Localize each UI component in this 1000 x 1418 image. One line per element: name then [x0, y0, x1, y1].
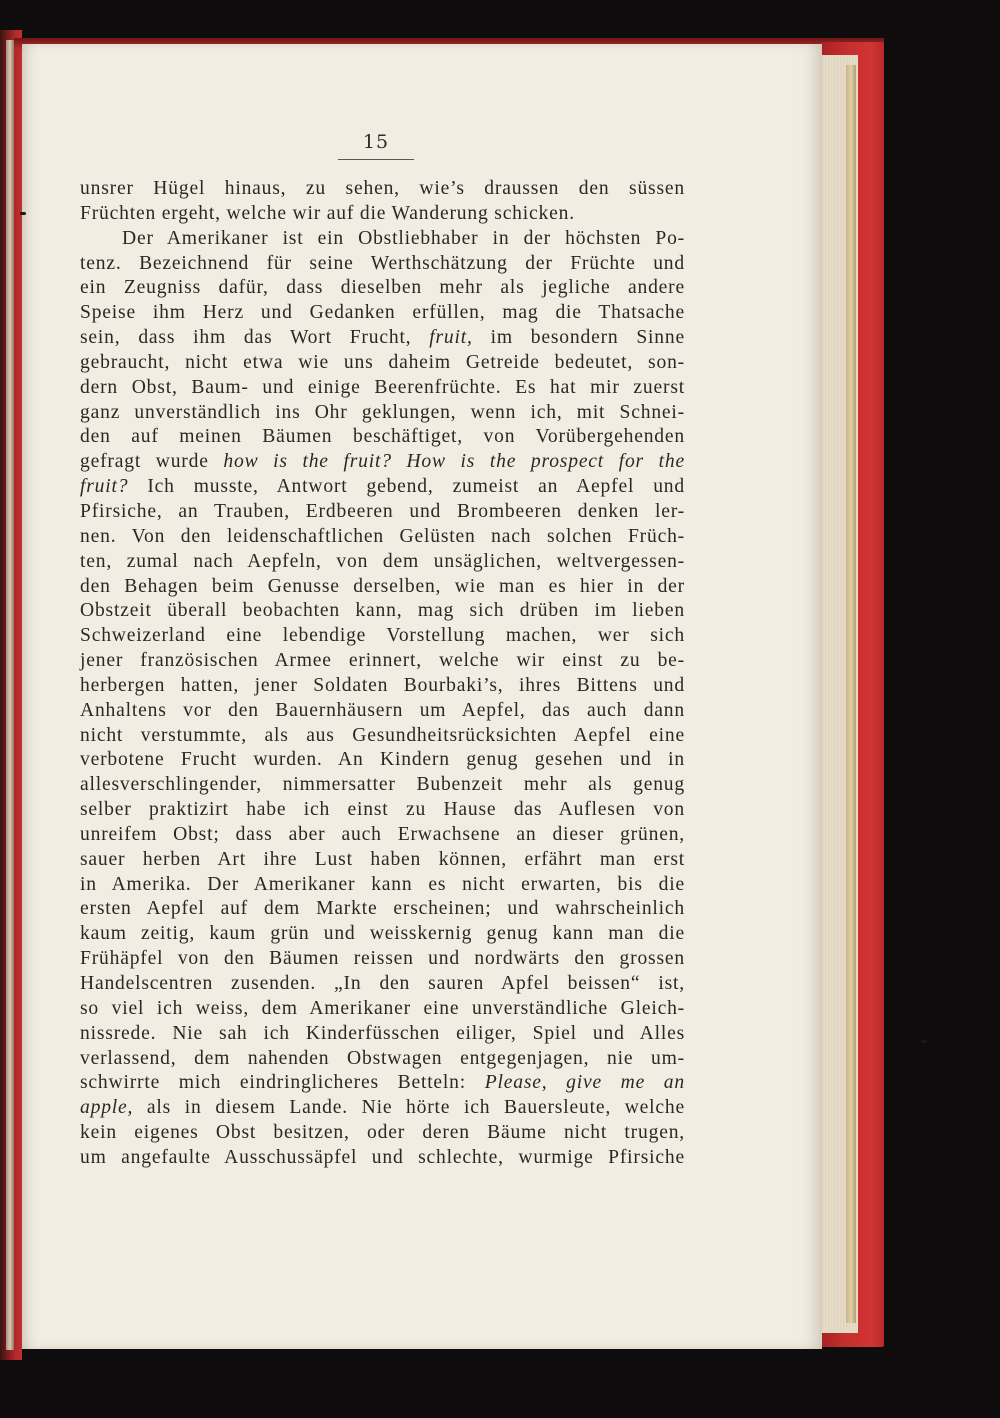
text-run: gebraucht, nicht etwa wie uns daheim Getreide bedeutet, son- — [80, 351, 685, 373]
text-line — [80, 550, 685, 575]
text-line — [80, 997, 685, 1022]
margin-mark — [921, 1040, 927, 1043]
text-line — [80, 376, 685, 401]
text-line — [80, 724, 685, 749]
page-number: 15 — [362, 131, 390, 153]
text-run: ten, zumal nach Aepfeln, von dem unsäglichen, weltvergessen- — [80, 550, 685, 572]
text-line — [80, 475, 685, 500]
text-line — [80, 326, 685, 351]
page-number-rule — [338, 159, 414, 160]
text-line — [80, 972, 685, 997]
text-run: ein Zeugniss dafür, dass dieselben mehr als jegliche andere — [80, 277, 685, 299]
text-line — [80, 599, 685, 624]
text-run: selber praktizirt habe ich einst zu Hause das Auflesen von — [80, 799, 685, 821]
text-line — [80, 1047, 685, 1072]
text-line — [80, 624, 685, 649]
italic-text: Please, give me an — [484, 1072, 686, 1094]
italic-text: how is the fruit? How is the prospect for the — [223, 451, 685, 473]
text-run: kein eigenes Obst besitzen, oder deren Bäume nicht trugen, — [80, 1122, 685, 1144]
text-run: um angefaulte Ausschussäpfel und schlechte, wurmige Pfirsiche — [80, 1146, 685, 1168]
text-run: gefragt wurde — [80, 451, 224, 473]
text-line — [80, 649, 685, 674]
text-run: kaum zeitig, kaum grün und weisskernig genug kann man die — [80, 923, 685, 945]
text-line — [80, 252, 685, 277]
text-run: nicht verstummte, als aus Gesundheitsrücksichten Aepfel eine — [80, 724, 685, 746]
text-line — [80, 1071, 685, 1096]
italic-text: fruit? — [80, 476, 129, 498]
text-run: den auf meinen Bäumen beschäftiget, von Vorübergehenden — [80, 426, 685, 448]
text-run: verbotene Frucht wurden. An Kindern genug gesehen und in — [80, 749, 685, 771]
page-block-gilt-edge — [846, 65, 856, 1323]
italic-text: fruit, — [429, 327, 473, 349]
text-run: den Behagen beim Genusse derselben, wie man es hier in der — [80, 575, 685, 597]
text-line — [80, 947, 685, 972]
text-run: allesverschlingender, nimmersatter Bubenzeit mehr als genug — [80, 774, 685, 796]
text-line — [80, 798, 685, 823]
text-run: Der Amerikaner ist ein Obstliebhaber in der höchsten Po- — [122, 227, 685, 249]
text-line — [80, 773, 685, 798]
text-line — [80, 301, 685, 326]
text-line — [80, 848, 685, 873]
body-text — [80, 177, 685, 1171]
text-run: nen. Von den leidenschaftlichen Gelüsten nach solchen Früch- — [80, 525, 685, 547]
text-run: sein, dass ihm das Wort Frucht, — [80, 327, 430, 349]
text-run: Handelscentren zusenden. „In den sauren Apfel beissen“ ist, — [80, 973, 685, 994]
text-run: dern Obst, Baum- und einige Beerenfrüchte. Es hat mir zuerst — [80, 376, 685, 398]
text-run: in Amerika. Der Amerikaner kann es nicht erwarten, bis die — [80, 873, 685, 895]
text-line — [80, 227, 685, 252]
text-line — [80, 1022, 685, 1047]
text-line — [80, 922, 685, 947]
text-line — [80, 897, 685, 922]
text-line — [80, 873, 685, 898]
margin-mark — [20, 212, 26, 215]
text-line — [80, 823, 685, 848]
text-run: Ich musste, Antwort gebend, zumeist an Aepfel und — [128, 476, 685, 498]
text-line — [80, 202, 685, 227]
text-line — [80, 748, 685, 773]
text-run: Früchten ergeht, welche wir auf die Wanderung schicken. — [80, 202, 575, 224]
text-run: tenz. Bezeichnend für seine Werthschätzung der Früchte und — [80, 252, 685, 274]
italic-text: apple, — [80, 1097, 134, 1119]
text-run: schwirrte mich eindringlicheres Betteln: — [80, 1072, 485, 1094]
text-line — [80, 1146, 685, 1171]
text-run: so viel ich weiss, dem Amerikaner eine unverständliche Gleich- — [80, 997, 685, 1019]
text-run: Obstzeit überall beobachten kann, mag sich drüben im lieben — [80, 600, 685, 622]
text-line — [80, 674, 685, 699]
text-line — [80, 276, 685, 301]
text-run: herbergen hatten, jener Soldaten Bourbaki’s, ihres Bittens und — [80, 674, 685, 696]
text-line — [80, 699, 685, 724]
text-line — [80, 575, 685, 600]
text-line — [80, 525, 685, 550]
text-run: Pfirsiche, an Trauben, Erdbeeren und Brombeeren denken ler- — [80, 500, 685, 522]
text-line — [80, 425, 685, 450]
text-run: Schweizerland eine lebendige Vorstellung machen, wer sich — [80, 625, 685, 647]
left-page-edges — [6, 40, 14, 1350]
text-line — [80, 450, 685, 475]
text-run: ganz unverständlich ins Ohr geklungen, wenn ich, mit Schnei- — [80, 401, 685, 423]
text-line — [80, 177, 685, 202]
text-run: als in diesem Lande. Nie hörte ich Bauersleute, welche — [133, 1097, 685, 1119]
text-run: im besondern Sinne — [472, 327, 685, 349]
text-run: Speise ihm Herz und Gedanken erfüllen, mag die Thatsache — [80, 302, 685, 324]
text-run: jener französischen Armee erinnert, welche wir einst zu be- — [80, 650, 685, 672]
text-run: Anhaltens vor den Bauernhäusern um Aepfel, das auch dann — [80, 699, 685, 721]
text-line — [80, 1121, 685, 1146]
text-line — [80, 1096, 685, 1121]
text-line — [80, 351, 685, 376]
text-line — [80, 401, 685, 426]
text-run: unreifem Obst; dass aber auch Erwachsene an dieser grünen, — [80, 823, 685, 845]
text-run: nissrede. Nie sah ich Kinderfüsschen eiliger, Spiel und Alles — [80, 1022, 685, 1044]
text-run: verlassend, dem nahenden Obstwagen entgegenjagen, nie um- — [80, 1047, 685, 1069]
text-run: sauer herben Art ihre Lust haben können, erfährt man erst — [80, 848, 685, 870]
text-line — [80, 500, 685, 525]
text-run: Frühäpfel von den Bäumen reissen und nordwärts den grossen — [80, 948, 685, 970]
text-run: ersten Aepfel auf dem Markte erscheinen; und wahrscheinlich — [80, 898, 685, 920]
text-run: unsrer Hügel hinaus, zu sehen, wie’s draussen den süssen — [80, 178, 685, 199]
